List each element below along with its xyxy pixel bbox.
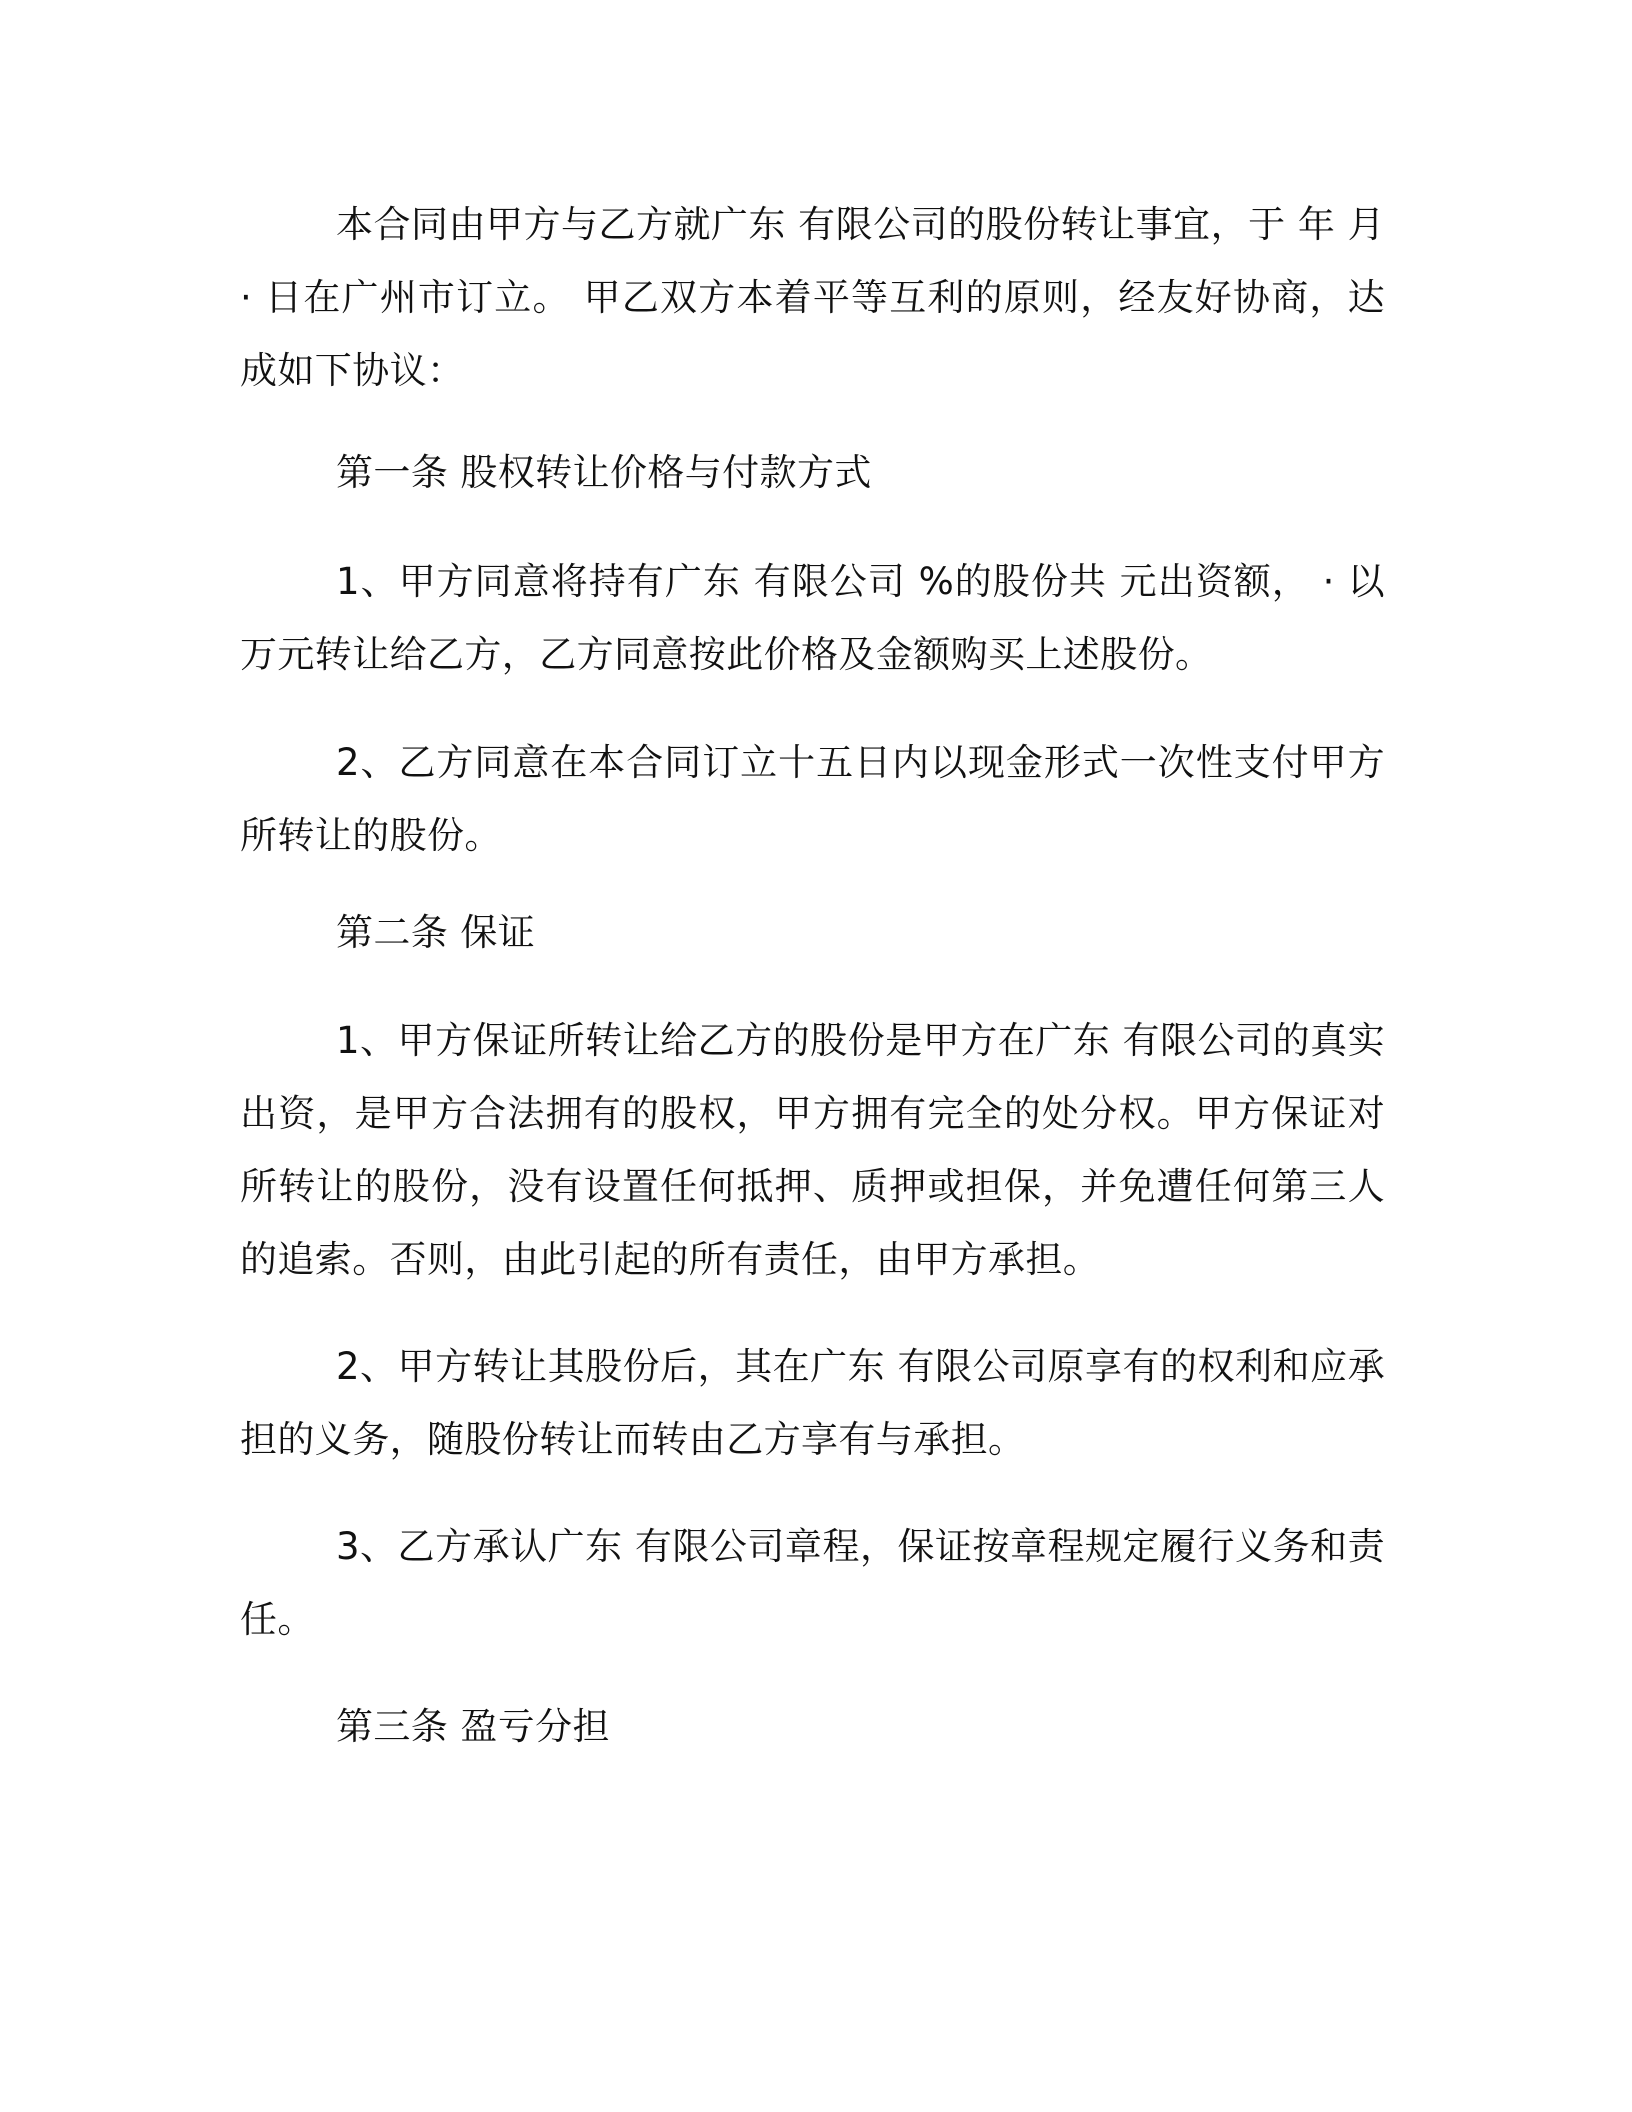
article-1-clause-1: 1、甲方同意将持有广东 有限公司 %的股份共 元出资额， · 以 万元转让给乙方，乙方同意按此价格及金额购买上述股份。 <box>240 560 1385 676</box>
article-3-heading: 第三条 盈亏分担 <box>336 1705 610 1748</box>
article-1-heading: 第一条 股权转让价格与付款方式 <box>336 451 872 494</box>
article-2-clause-1: 1、甲方保证所转让给乙方的股份是甲方在广东 有限公司的真实出资，是甲方合法拥有的股权，甲方拥有完全的处分权。甲方保证对所转让的股份，没有设置任何抵押、质押或担保，并免遭任何第三人的追索。否则，由此引起的所有责任，由甲方承担。 <box>240 1019 1385 1281</box>
intro-paragraph: 本合同由甲方与乙方就广东 有限公司的股份转让事宜，于 年 月 · 日在广州市订立。 甲乙双方本着平等互利的原则，经友好协商，达成如下协议： <box>240 203 1385 392</box>
article-2-heading: 第二条 保证 <box>336 911 536 954</box>
article-2-clause-2: 2、甲方转让其股份后，其在广东 有限公司原享有的权利和应承担的义务，随股份转让而转由乙方享有与承担。 <box>240 1345 1385 1461</box>
article-2-clause-3: 3、乙方承认广东 有限公司章程，保证按章程规定履行义务和责任。 <box>240 1525 1385 1641</box>
article-1-clause-2: 2、乙方同意在本合同订立十五日内以现金形式一次性支付甲方所转让的股份。 <box>240 741 1385 857</box>
